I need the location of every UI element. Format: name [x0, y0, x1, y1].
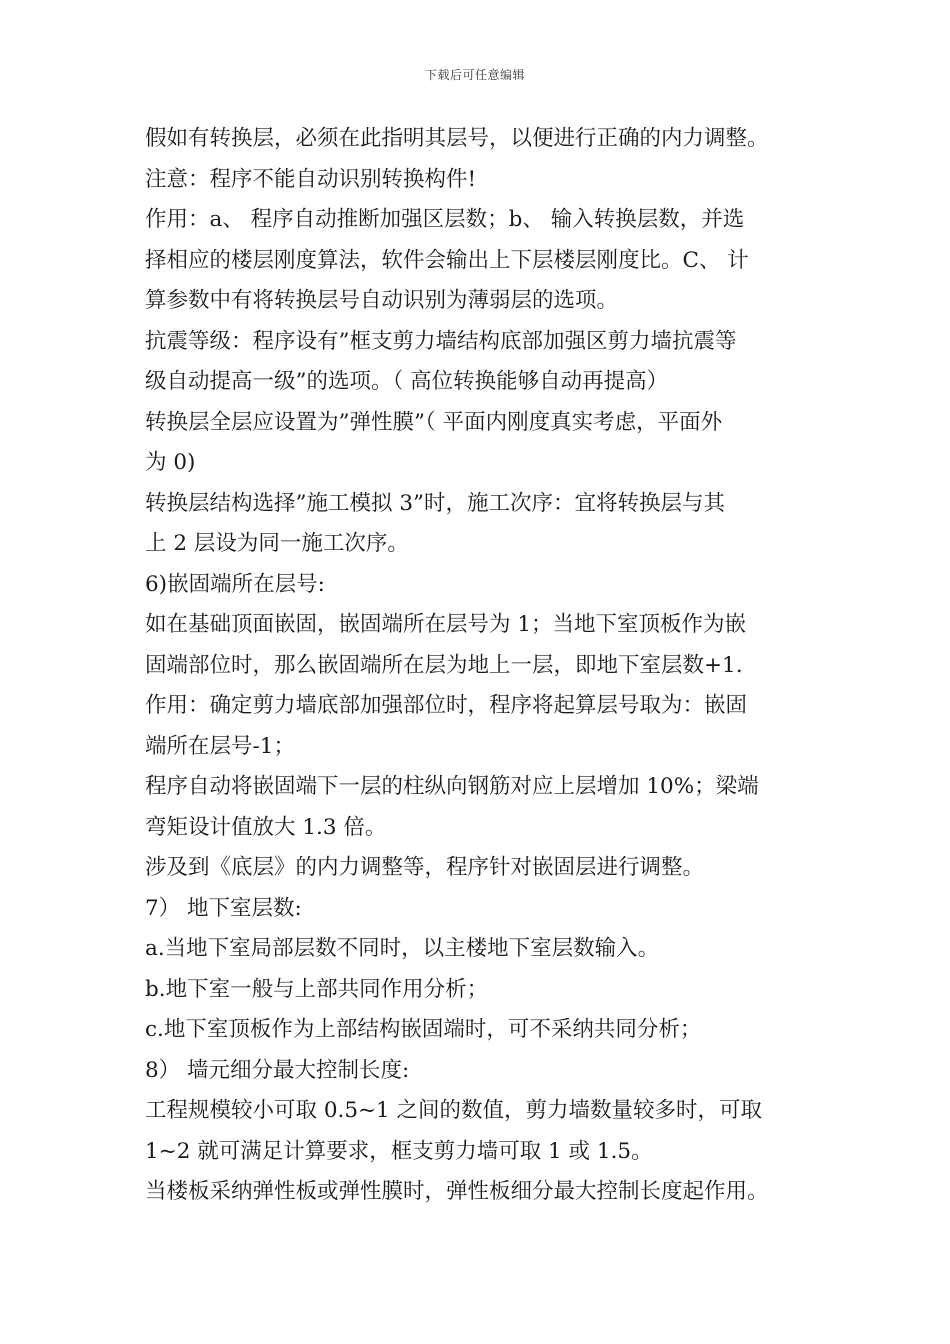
text-line: 转换层结构选择”施工模拟 3”时，施工次序：宜将转换层与其	[145, 490, 725, 516]
text-line: b.地下室一般与上部共同作用分析；	[145, 976, 489, 1002]
text-line: 涉及到《底层》的内力调整等，程序针对嵌固层进行调整。	[145, 855, 705, 880]
text-line: 上 2 层设为同一施工次序。	[145, 531, 409, 556]
text-line: 固端部位时，那么嵌固端所在层为地上一层，即地下室层数+1.	[145, 652, 743, 678]
text-line: 抗震等级：程序设有”框支剪力墙结构底部加强区剪力墙抗震等	[145, 328, 737, 354]
text-line: 工程规模较小可取 0.5~1 之间的数值，剪力墙数量较多时，可取	[145, 1098, 763, 1123]
text-line: 弯矩设计值放大 1.3 倍。	[145, 814, 387, 840]
section-heading-7: 7） 地下室层数:	[145, 895, 302, 921]
text-line: 1~2 就可满足计算要求，框支剪力墙可取 1 或 1.5。	[145, 1138, 653, 1164]
text-line: c.地下室顶板作为上部结构嵌固端时，可不采纳共同分析；	[145, 1017, 702, 1042]
section-heading-8: 8） 墙元细分最大控制长度:	[145, 1057, 410, 1083]
document-body	[145, 119, 825, 1213]
text-line: 端所在层号-1；	[145, 733, 295, 759]
text-line: 注意：程序不能自动识别转换构件!	[145, 166, 477, 192]
text-line: 转换层全层应设置为”弹性膜”（ 平面内刚度真实考虑，平面外	[145, 409, 723, 435]
text-line: 假如有转换层，必须在此指明其层号，以便进行正确的内力调整。	[145, 126, 769, 151]
text-line: 级自动提高一级”的选项。（ 高位转换能够自动再提高）	[145, 369, 669, 394]
text-line: 当楼板采纳弹性板或弹性膜时，弹性板细分最大控制长度起作用。	[145, 1179, 769, 1204]
text-line: 算参数中有将转换层号自动识别为薄弱层的选项。	[145, 288, 619, 313]
page-header: 下载后可任意编辑	[424, 68, 525, 82]
text-line: 如在基础顶面嵌固，嵌固端所在层号为 1；当地下室顶板作为嵌	[145, 612, 747, 637]
section-heading-6: 6)嵌固端所在层号:	[145, 571, 325, 597]
text-line: 作用：a、 程序自动推断加强区层数；b、 输入转换层数，并选	[145, 207, 745, 232]
text-line: 为 0)	[145, 450, 196, 475]
text-line: 择相应的楼层刚度算法，软件会输出上下层楼层刚度比。C、 计	[145, 247, 749, 273]
text-line: a.当地下室局部层数不同时，以主楼地下室层数输入。	[145, 936, 660, 961]
text-line: 作用：确定剪力墙底部加强部位时，程序将起算层号取为：嵌固	[145, 693, 748, 718]
text-line: 程序自动将嵌固端下一层的柱纵向钢筋对应上层增加 10%；梁端	[145, 774, 759, 799]
